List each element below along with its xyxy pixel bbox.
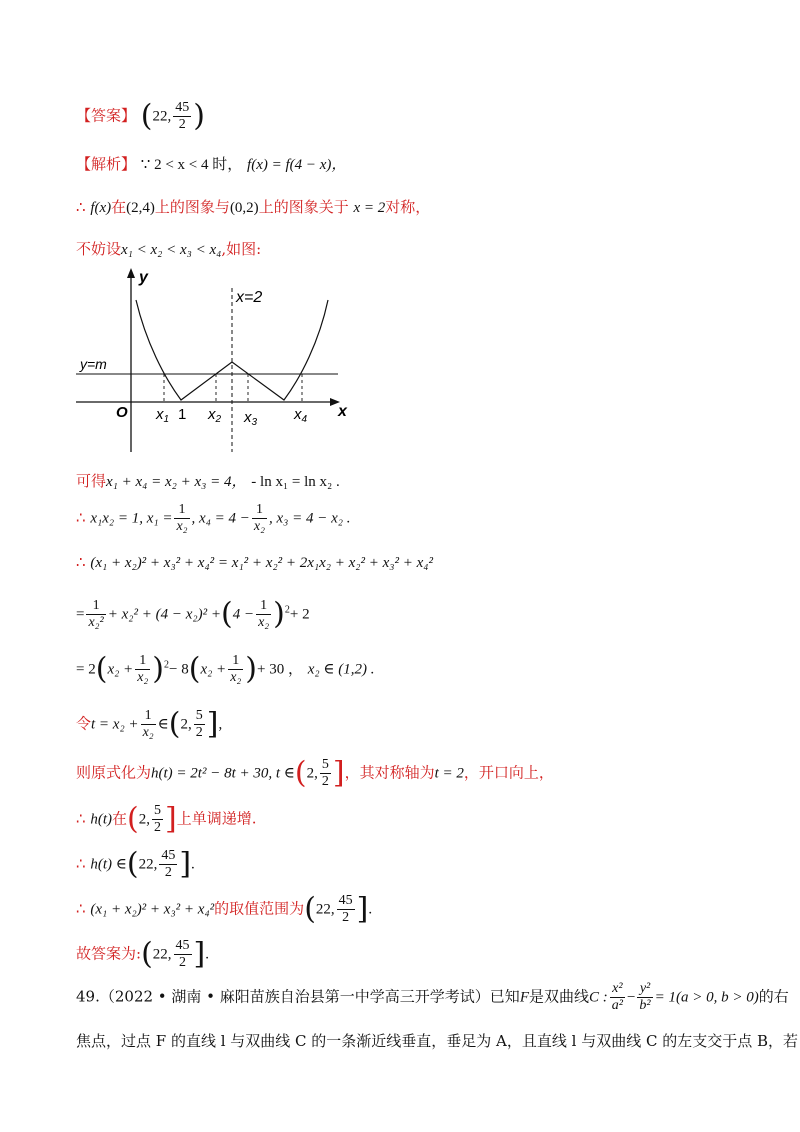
tick-x2: $x_2$ <box>208 406 222 425</box>
analysis-line: 【解析】 ∵ 2 < x < 4 时， f(x) = f(4 − x)， <box>76 155 347 173</box>
expand-line: ∴ (x₁ + x₂)² + x₃² + x₄² = x₁² + x₂² + 2x₁x₂ + x₂² + x₃² + x₄² <box>76 553 433 571</box>
let-t-line: 令t = x₂ + $\frac{1}{\text{x₂}}$ ∈(2, $\frac{5}{2}$ ], <box>76 706 223 742</box>
substitute-line: = $\frac{1}{\text{x₂²}}$ + x₂² + (4 − x₂)² +(4 − $\frac{1}{\text{x₂}}$ )$^2$+ 2 <box>76 596 310 632</box>
origin-label: O <box>116 404 128 421</box>
assume-line: 不妨设x₁ < x₂ < x₃ < x₄,如图: <box>76 240 262 258</box>
sum-line: 可得x₁ + x₄ = x₂ + x₃ = 4， - ln x₁ = ln x₂ . <box>76 472 340 490</box>
x-axis-label: x <box>338 403 347 420</box>
final-answer-line: 故答案为:(22, $\frac{45}{2}$ ]. <box>76 936 209 972</box>
tick-x1: $x_1$ <box>156 406 170 425</box>
simplify-line: = 2(x₂ + $\frac{1}{\text{x₂}}$ )$^2$− 8(x₂ + $\frac{1}{\text{x₂}}$ )+ 30 ， x₂ ∈ (1,2) . <box>76 651 375 687</box>
function-curve <box>136 300 328 400</box>
tick-x4: $x_4$ <box>294 406 308 425</box>
product-line: ∴ x₁x₂ = 1, x₁ = $\frac{1}{\text{x₂}}$ , x₄ = 4 − $\frac{1}{\text{x₂}}$ , x₃ = 4 − x₂ . <box>76 502 351 534</box>
tick-1: 1 <box>178 406 187 423</box>
tick-x3: $x_3$ <box>244 409 258 428</box>
symmetry-line: ∴ f(x)在(2,4)上的图象与(0,2)上的图象关于 x = 2对称， <box>76 198 431 216</box>
monotone-line: ∴ h(t)在(2, $\frac{5}{2}$ ]上单调递增. <box>76 801 257 837</box>
y-equals-m-label: y=m <box>80 356 107 372</box>
transform-line: 则原式化为h(t) = 2t² − 8t + 30, t ∈(2, $\frac{5}{2}$ ]，其对称轴为t = 2，开口向上， <box>76 755 554 791</box>
x-equals-2-label: x=2 <box>236 289 263 306</box>
analysis-label: 【解析】 <box>76 155 137 173</box>
y-axis-label: y <box>139 269 148 286</box>
question-49-line2: 焦点，过点 F 的直线 l 与双曲线 C 的一条渐近线垂直，垂足为 A，且直线 l 与双曲线 C 的左支交于点 B，若 <box>76 1032 799 1050</box>
range-h-line: ∴ h(t) ∈(22, $\frac{45}{2}$ ]. <box>76 846 195 882</box>
range-result-line: ∴ (x₁ + x₂)² + x₃² + x₄²的取值范围为(22, $\frac{45}{2}$ ]. <box>76 891 373 927</box>
function-graph <box>76 262 366 452</box>
y-axis-arrow <box>127 268 135 278</box>
answer-label: 【答案】 <box>76 106 137 125</box>
answer-line: 【答案】 (22, $\frac{45}{2}$ ) <box>76 98 205 134</box>
question-49-line1: 49.（2022 • 湖南 • 麻阳苗族自治县第一中学高三开学考试）已知F是双曲线C : $\frac{\text{x²}}{\text{a²}}$ − $\frac{\text{y²}}{\text{b²}}$ = 1(a > 0, b > 0)的右 <box>76 981 789 1013</box>
